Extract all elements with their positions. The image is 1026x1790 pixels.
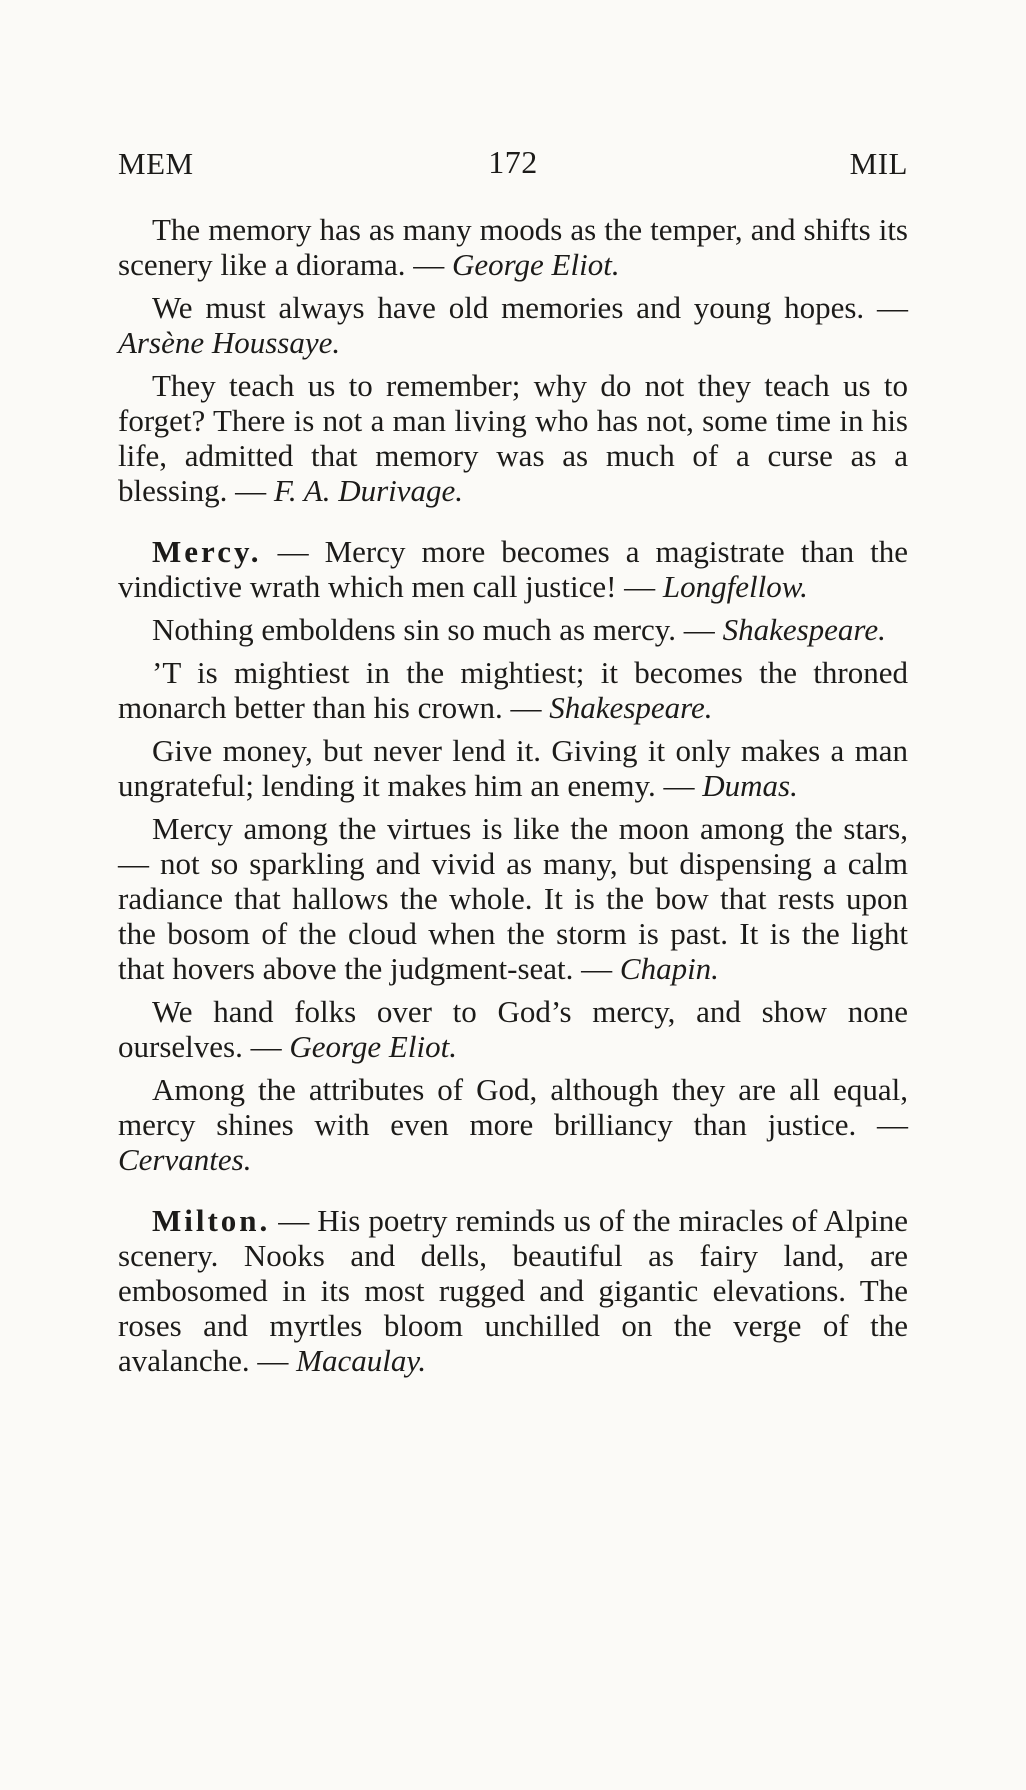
quote-author: Dumas.	[702, 768, 798, 803]
page-number: 172	[488, 144, 538, 180]
quote-author: Macaulay.	[296, 1343, 427, 1378]
quote-paragraph	[118, 733, 908, 803]
entry-paragraph-milton	[118, 1203, 908, 1378]
quote-paragraph	[118, 212, 908, 282]
quote-text: We must always have old memories and young hopes. —	[152, 290, 908, 325]
quote-paragraph	[118, 655, 908, 725]
quote-paragraph	[118, 811, 908, 986]
quote-text: ’T is mightiest in the mightiest; it becomes the throned monarch better than his crown. —	[118, 655, 908, 725]
header-left-guideword: MEM	[118, 146, 194, 181]
quote-text: Mercy among the virtues is like the moon among the stars, — not so sparkling and vivid as many, but dispensing a calm radiance that hallows the whole. It is the bow that rests upon the bosom of the cloud when the storm is past. It is the light that hovers above the judgment-seat. —	[118, 811, 908, 986]
quote-author: Shakespeare.	[722, 612, 886, 647]
header-right-guideword: MIL	[849, 146, 908, 181]
quote-paragraph	[118, 368, 908, 508]
page-body	[118, 212, 908, 1386]
entry-heading: Mercy.	[152, 534, 262, 569]
entry-paragraph-mercy	[118, 534, 908, 604]
quote-paragraph	[118, 994, 908, 1064]
quote-text: Give money, but never lend it. Giving it only makes a man ungrateful; lending it makes him an enemy. —	[118, 733, 908, 803]
running-header	[118, 146, 908, 190]
quote-author: Arsène Houssaye.	[118, 325, 341, 360]
entry-heading: Milton.	[152, 1203, 271, 1238]
quote-author: Longfellow.	[662, 569, 808, 604]
quote-author: Chapin.	[619, 951, 719, 986]
quote-text: We hand folks over to God’s mercy, and show none ourselves. —	[118, 994, 908, 1064]
quote-author: Cervantes.	[118, 1142, 252, 1177]
quote-author: George Eliot.	[289, 1029, 457, 1064]
quote-paragraph	[118, 612, 908, 647]
quote-author: George Eliot.	[451, 247, 620, 282]
quote-paragraph	[118, 1072, 908, 1177]
quote-text: — His poetry reminds us of the miracles of Alpine scenery. Nooks and dells, beautiful as fairy land, are embosomed in its most rugged and gigantic elevations. The roses and myrtles bloom unchilled on the verge of the avalanche. —	[118, 1203, 908, 1378]
quote-text: Nothing emboldens sin so much as mercy. —	[152, 612, 723, 647]
quote-paragraph	[118, 290, 908, 360]
quote-text: Among the attributes of God, although they are all equal, mercy shines with even more brilliancy than justice. —	[118, 1072, 908, 1142]
quote-text: The memory has as many moods as the temper, and shifts its scenery like a diorama. —	[118, 212, 908, 282]
quote-text: They teach us to remember; why do not they teach us to forget? There is not a man living who has not, some time in his life, admitted that memory was as much of a curse as a blessing. —	[118, 368, 908, 508]
quote-text: — Mercy more becomes a magistrate than the vindictive wrath which men call justice! —	[118, 534, 908, 604]
quote-author: Shakespeare.	[549, 690, 713, 725]
quote-author: F. A. Durivage.	[273, 473, 464, 508]
